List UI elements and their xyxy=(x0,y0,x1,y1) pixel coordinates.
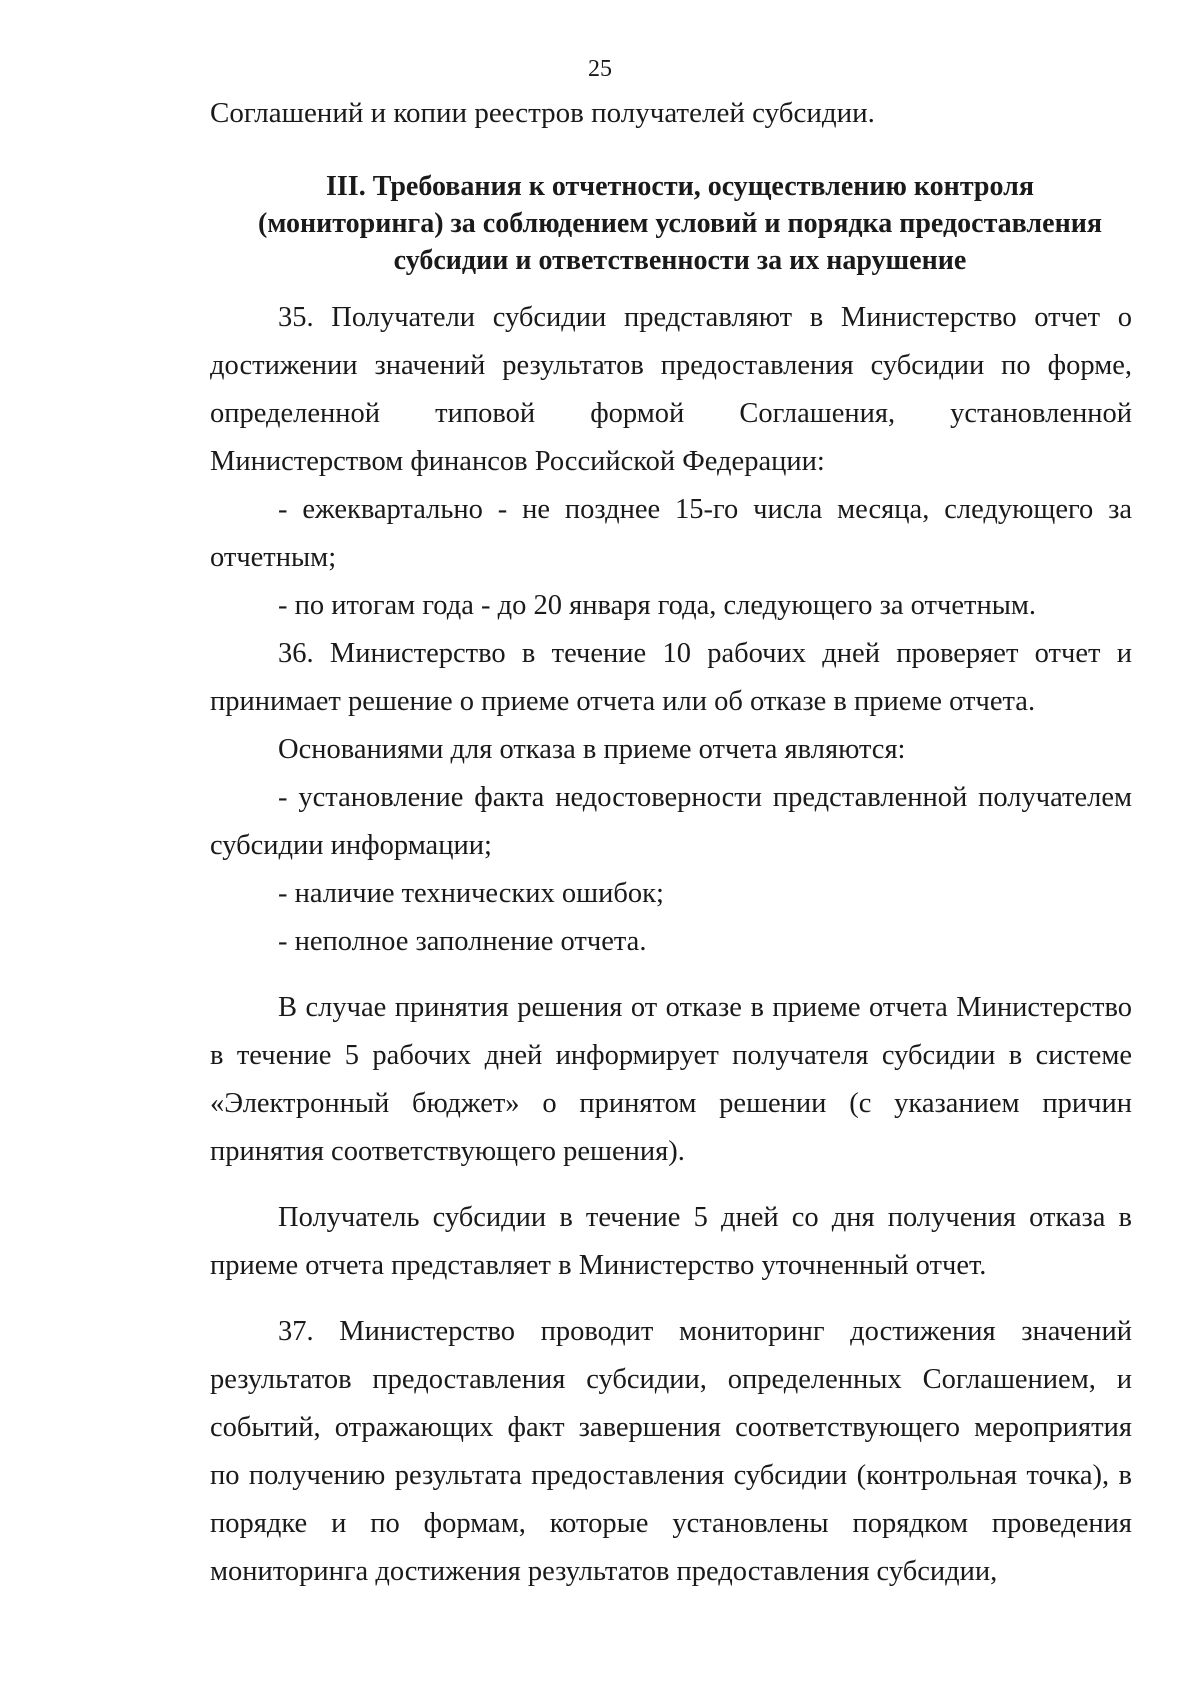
list-item-quarterly: - ежеквартально - не позднее 15-го числа месяца, следующего за отчетным; xyxy=(210,494,1132,573)
section-heading-line-1: III. Требования к отчетности, осуществлению контроля xyxy=(326,171,1034,202)
rejection-grounds-intro: Основаниями для отказа в приеме отчета являются: xyxy=(278,734,906,765)
paragraph-37: 37. Министерство проводит мониторинг достижения значений результатов предоставления субсидии, определенных Соглашением, и событий, отражающих факт завершения соответствующего мероприятия по получению результата предоставления субсидии (контрольная точка), в порядке и по формам, которые установлены порядком проведения мониторинга достижения результатов предоставления субсидии, xyxy=(210,1316,1132,1587)
paragraph-36: 36. Министерство в течение 10 рабочих дней проверяет отчет и принимает решение о приеме отчета или об отказе в приеме отчета. xyxy=(210,638,1132,717)
continued-text: Соглашений и копии реестров получателей субсидии. xyxy=(210,97,875,129)
list-item-technical-errors: - наличие технических ошибок; xyxy=(278,878,664,909)
paragraph-corrected-report: Получатель субсидии в течение 5 дней со дня получения отказа в приеме отчета представляет в Министерство уточненный отчет. xyxy=(210,1202,1132,1281)
section-heading-line-3: субсидии и ответственности за их нарушение xyxy=(393,245,967,276)
section-heading-line-2: (мониторинга) за соблюдением условий и порядка предоставления xyxy=(258,208,1102,239)
page-number: 25 xyxy=(588,56,612,82)
paragraph-rejection-notice: В случае принятия решения от отказе в приеме отчета Министерство в течение 5 рабочих дней информирует получателя субсидии в системе «Электронный бюджет» о принятом решении (с указанием причин принятия соответствующего решения). xyxy=(210,992,1132,1167)
list-item-unreliable-info: - установление факта недостоверности представленной получателем субсидии информации; xyxy=(210,782,1132,861)
paragraph-35: 35. Получатели субсидии представляют в Министерство отчет о достижении значений результатов предоставления субсидии по форме, определенной типовой формой Соглашения, установленной Министерством финансов Российской Федерации: xyxy=(210,302,1132,477)
list-item-annual: - по итогам года - до 20 января года, следующего за отчетным. xyxy=(278,590,1037,621)
list-item-incomplete-report: - неполное заполнение отчета. xyxy=(278,926,647,957)
body-text xyxy=(210,294,1132,1596)
section-heading xyxy=(200,168,1160,279)
